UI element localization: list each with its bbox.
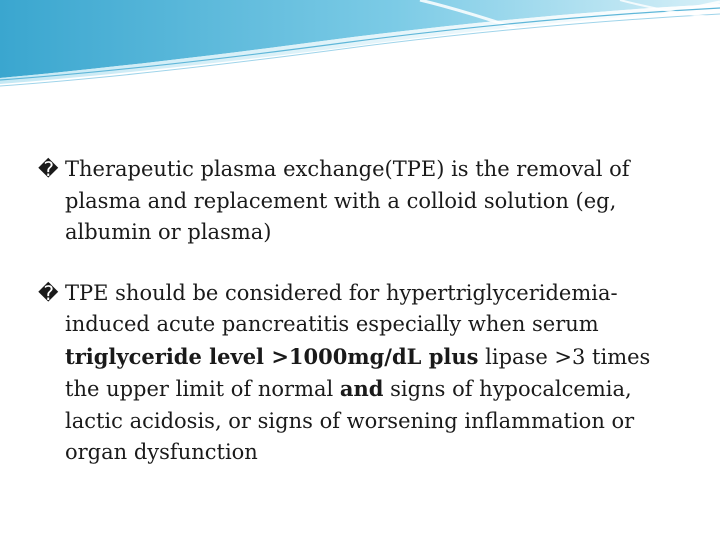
bullet-item <box>38 154 678 249</box>
text-run: Therapeutic plasma exchange(TPE) is the removal of plasma and replacement with a colloid solution (eg, albumin or plasma) <box>65 157 630 244</box>
header-wave-decoration <box>0 0 720 90</box>
text-run: lipase >3 times the upper limit of normal <box>65 344 651 401</box>
bold-text-run: triglyceride level >1000mg/dL plus <box>65 343 479 369</box>
bullet-text <box>65 281 650 465</box>
bullet-text <box>65 157 630 244</box>
content-body <box>38 154 678 498</box>
bullet-marker-icon: � <box>38 157 59 181</box>
bullet-marker-icon: � <box>38 280 59 305</box>
text-run: signs of hypocalcemia, lactic acidosis, or signs of worsening inflammation or organ dysfunction <box>65 377 635 464</box>
text-run: TPE should be considered for hypertriglyceridemia-induced acute pancreatitis especially when serum <box>65 280 618 336</box>
bold-text-run: and <box>339 376 384 401</box>
bullet-item <box>38 278 678 469</box>
